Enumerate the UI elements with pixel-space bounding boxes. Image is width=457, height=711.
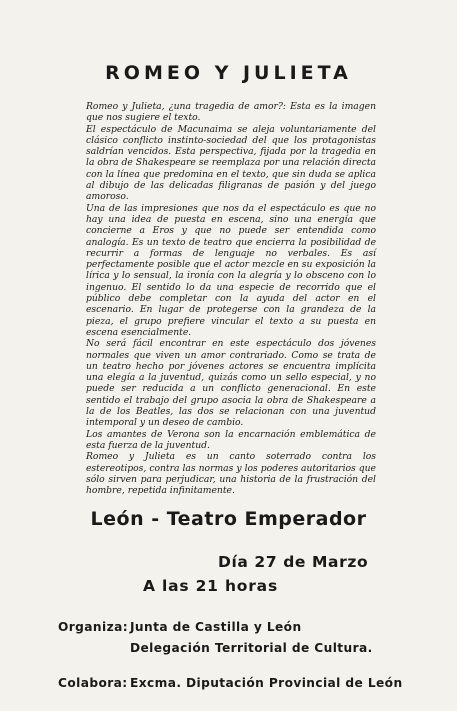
- paragraph: Romeo y Julieta, ¿una tragedia de amor?: Esta es la imagen que nos sugiere el texto.: [86, 101, 376, 124]
- organiza-row: [58, 620, 403, 662]
- credits: [58, 620, 403, 697]
- page-title: ROMEO Y JULIETA: [105, 62, 352, 84]
- colabora-line-1: Excma. Diputación Provincial de León: [130, 676, 403, 690]
- venue-heading: León - Teatro Emperador: [90, 508, 367, 530]
- organiza-label: Organiza:: [58, 620, 128, 634]
- description-text: [86, 101, 376, 496]
- paragraph: No será fácil encontrar en este espectáculo dos jóvenes normales que viven un amor contrariado. Como se trata de un teatro hecho por jóvenes actores se encuentra implícita una elegía a la juventud, quizás como un sello especial, y no puede ser reducida a un conflicto generacional. En este sentido el trabajo del grupo asocia la obra de Shakespeare a la de los Beatles, las dos se relacionan con una juventud intemporal y un deseo de cambio.: [86, 338, 376, 429]
- paragraph: El espectáculo de Macunaima se aleja voluntariamente del clásico conflicto instinto-sociedad del que los protagonistas saldrían vencidos. Esta perspectiva, fijada por la tragedia en la obra de Shakespeare se reemplaza por una relación directa con la línea que predomina en el texto, que sin duda se aplica al dibujo de las delicadas filigranas de pasión y del juego amoroso.: [86, 123, 376, 203]
- organiza-line-1: Junta de Castilla y León: [130, 620, 302, 634]
- paragraph: Los amantes de Verona son la encarnación emblemática de esta fuerza de la juventud.: [86, 428, 376, 451]
- paragraph: Romeo y Julieta es un canto soterrado contra los estereotipos, contra las normas y los poderes autoritarios que sólo sirven para perjudicar, una historia de la frustración del hombre, repetida infinitamente.: [86, 451, 376, 497]
- organiza-lines: [130, 620, 373, 662]
- paragraph: Una de las impresiones que nos da el espectáculo es que no hay una idea de puesta en escena, sino una energía que concierne a Eros y que no puede ser entendida como analogía. Es un texto de teatro que encierra la posibilidad de recurrir a formas de lenguaje no verbales. Es así perfectamente posible que el actor mezcle en su exposición la lírica y lo sensual, la ironía con la alegría y lo obsceno con lo ingenuo. El sentido lo da una especie de recorrido que el público debe completar con la ayuda del actor en el escenario. En lugar de protegerse con la grandeza de la pieza, el grupo prefiere vincular el texto a su puesta en escena esencialmente.: [86, 202, 376, 338]
- colabora-label: Colabora:: [58, 676, 128, 690]
- event-time: A las 21 horas: [143, 577, 278, 595]
- colabora-row: [58, 676, 403, 697]
- event-date: Día 27 de Marzo: [218, 553, 369, 571]
- organiza-line-2: Delegación Territorial de Cultura.: [130, 641, 373, 655]
